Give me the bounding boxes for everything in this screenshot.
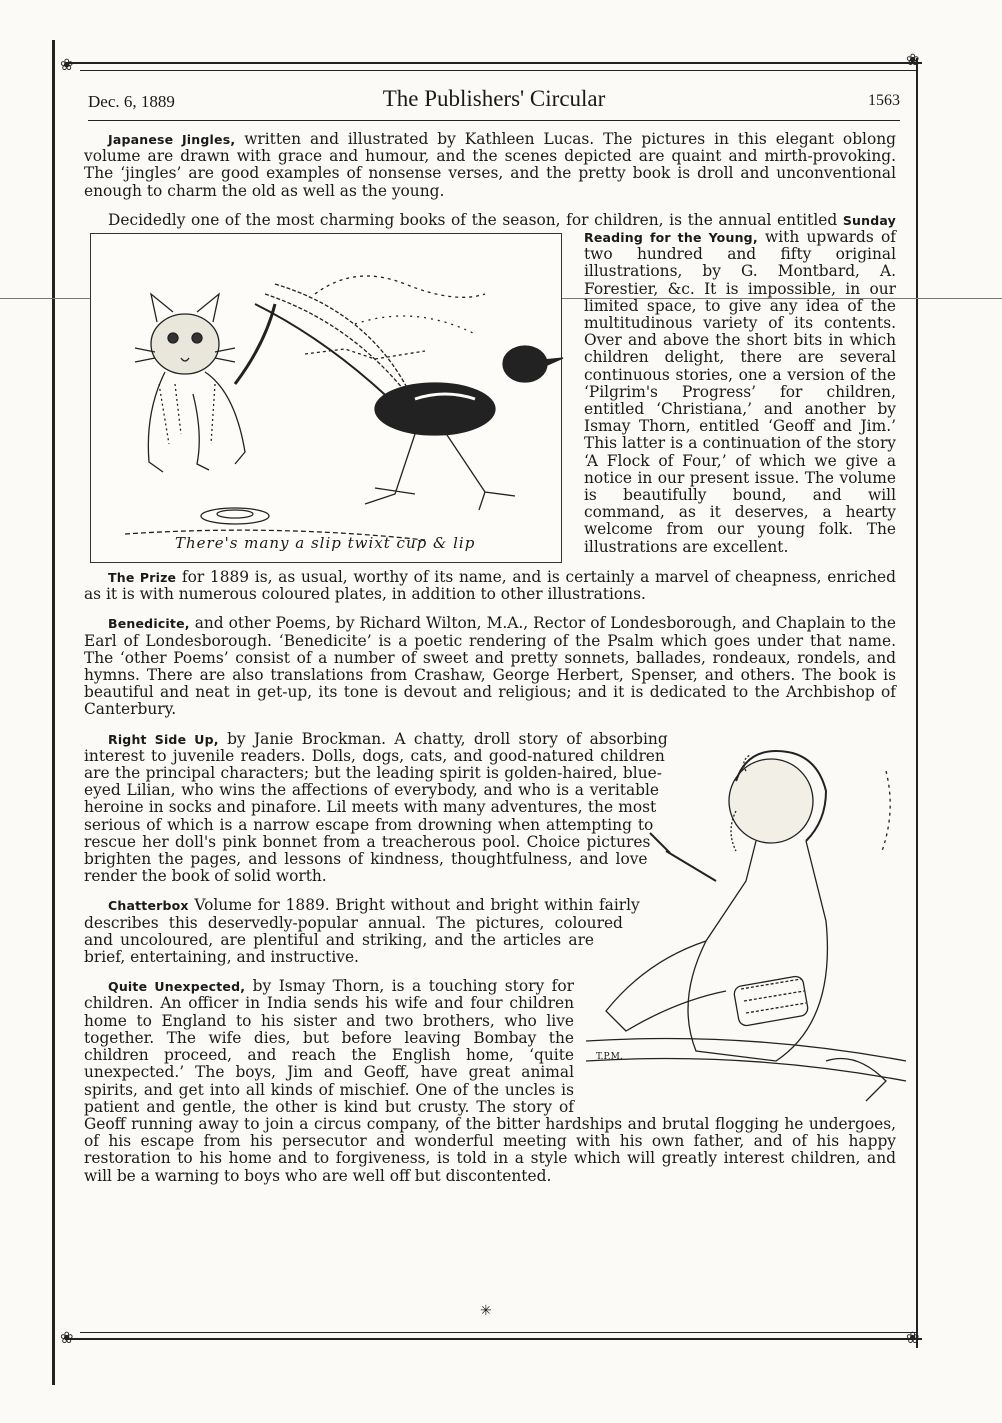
girl-reading-illustration xyxy=(586,741,916,1111)
top-rule xyxy=(66,62,922,64)
right-rule xyxy=(916,58,918,1348)
top-rule-inner xyxy=(80,70,918,71)
cat-magpie-drawing xyxy=(115,234,584,560)
section-end-ornament-icon: ✳ xyxy=(480,1303,492,1319)
header-rule xyxy=(88,120,900,121)
illustrator-signature: T.P.M. xyxy=(596,1052,623,1063)
corner-ornament-icon: ❀ xyxy=(906,50,920,69)
review-text: Volume for 1889. Bright without and bright within fairly describes this deservedly-popular annual. The pictures, coloured and uncoloured, are plentiful and striking, and the articles are brief, entertaining, and instructive. xyxy=(84,896,640,967)
header-date: Dec. 6, 1889 xyxy=(88,92,175,111)
review-japanese-jingles xyxy=(84,131,896,200)
book-title: Benedicite, xyxy=(108,616,190,632)
page-number: 1563 xyxy=(868,92,900,109)
running-header xyxy=(88,86,900,116)
review-benedicite xyxy=(84,615,896,718)
review-text: by Ismay Thorn, is a touching story for children. An officer in India sends his wife and four children home to England to his sister and two brothers, who live together. The wife dies, but before leaving Bombay the children proceed, and reach the English home, ‘quite unexpected.’ The boys, Jim and Geoff, have great animal spirits, and get into all kinds of mischief. One of the uncles is patient and gentle, the other is kind but crusty. The story of Geoff running away to join a circus company, of the bitter hardships and brutal flogging he undergoes, of his escape from his persecutor and wonderful meeting with his own father, and of his happy restoration to his home and to forgiveness, is told in a style which will greatly interest children, and will be a warning to boys who are well off but discontented. xyxy=(84,977,896,1185)
review-text: and other Poems, by Richard Wilton, M.A., Rector of Londesborough, and Chaplain to the Earl of Londesborough. ‘Benedicite’ is a poetic rendering of the Psalm which goes under that name. The ‘other Poems’ consist of a number of sweet and pretty sonnets, ballades, rondeaux, rondels, and hymns. There are also translations from Crashaw, George Herbert, Spenser, and others. The book is beautiful and neat in get-up, its tone is devout and religious; and it is dedicated to the Archbishop of Canterbury. xyxy=(84,614,896,719)
review-the-prize xyxy=(84,569,896,603)
review-text: with upwards of two hundred and fifty original illustrations, by G. Montbard, A. Forestier, &c. It is impossible, in our limited space, to give any idea of the multitudinous variety of its contents. Over and above the short bits in which children delight, there are several continuous stories, one a version of the ‘Pilgrim's Progress’ for children, entitled ‘Christiana,’ and another by Ismay Thorn, entitled ‘Geoff and Jim.’ This latter is a continuation of the story ‘A Flock of Four,’ of which we give a notice in our present issue. The volume is beautifully bound, and will command, as it deserves, a hearty welcome from our young folk. The illustrations are excellent. xyxy=(584,228,896,556)
article-column xyxy=(84,131,896,1197)
book-title: The Prize xyxy=(108,570,177,586)
bottom-rule xyxy=(66,1338,922,1340)
book-title: Quite Unexpected, xyxy=(108,979,246,995)
cat-and-magpie-illustration xyxy=(90,233,562,563)
corner-ornament-icon: ❀ xyxy=(60,55,74,74)
review-text: written and illustrated by Kathleen Lucas. The pictures in this elegant oblong volume are drawn with grace and humour, and the scenes depicted are quaint and mirth-provoking. The ‘jingles’ are good examples of nonsense verses, and the pretty book is droll and unconventional enough to charm the old as well as the young. xyxy=(84,130,897,200)
corner-ornament-icon: ❀ xyxy=(906,1328,920,1347)
review-sunday-reading xyxy=(84,212,896,556)
corner-ornament-icon: ❀ xyxy=(60,1328,74,1347)
book-title: Right Side Up, xyxy=(108,731,219,747)
book-title: Japanese Jingles, xyxy=(108,132,236,147)
review-text: by Janie Brockman. A chatty, droll story of absorbing interest to juvenile readers. Dolls, dogs, cats, and good-natured children are the principal characters; but the leading spirit is golden-haired, blue-eyed Lilian, who wins the affections of everybody, and who is a veritable heroine in socks and pinafore. Lil meets with many adventures, the most serious of which is a narrow escape from drowning when attempting to rescue her doll's pink bonnet from a treacherous pool. Choice pictures brighten the pages, and lessons of kindness, thoughtfulness, and love render the book of solid worth. xyxy=(84,729,668,886)
review-text: Decidedly one of the most charming books of the season, for children, is the annual entitled xyxy=(108,210,843,229)
girl-drawing xyxy=(586,741,916,1111)
review-text: for 1889 is, as usual, worthy of its name, and is certainly a marvel of cheapness, enriched as it is with numerous coloured plates, in addition to other illustrations. xyxy=(84,568,896,604)
illustration-caption: There's many a slip twixt cup & lip xyxy=(175,533,476,552)
header-title: The Publishers' Circular xyxy=(382,86,606,111)
book-title: Sunday Reading for the Young, xyxy=(584,212,896,246)
book-title: Chatterbox xyxy=(108,898,189,914)
bottom-rule-inner xyxy=(80,1332,918,1333)
left-rule xyxy=(52,40,55,1385)
